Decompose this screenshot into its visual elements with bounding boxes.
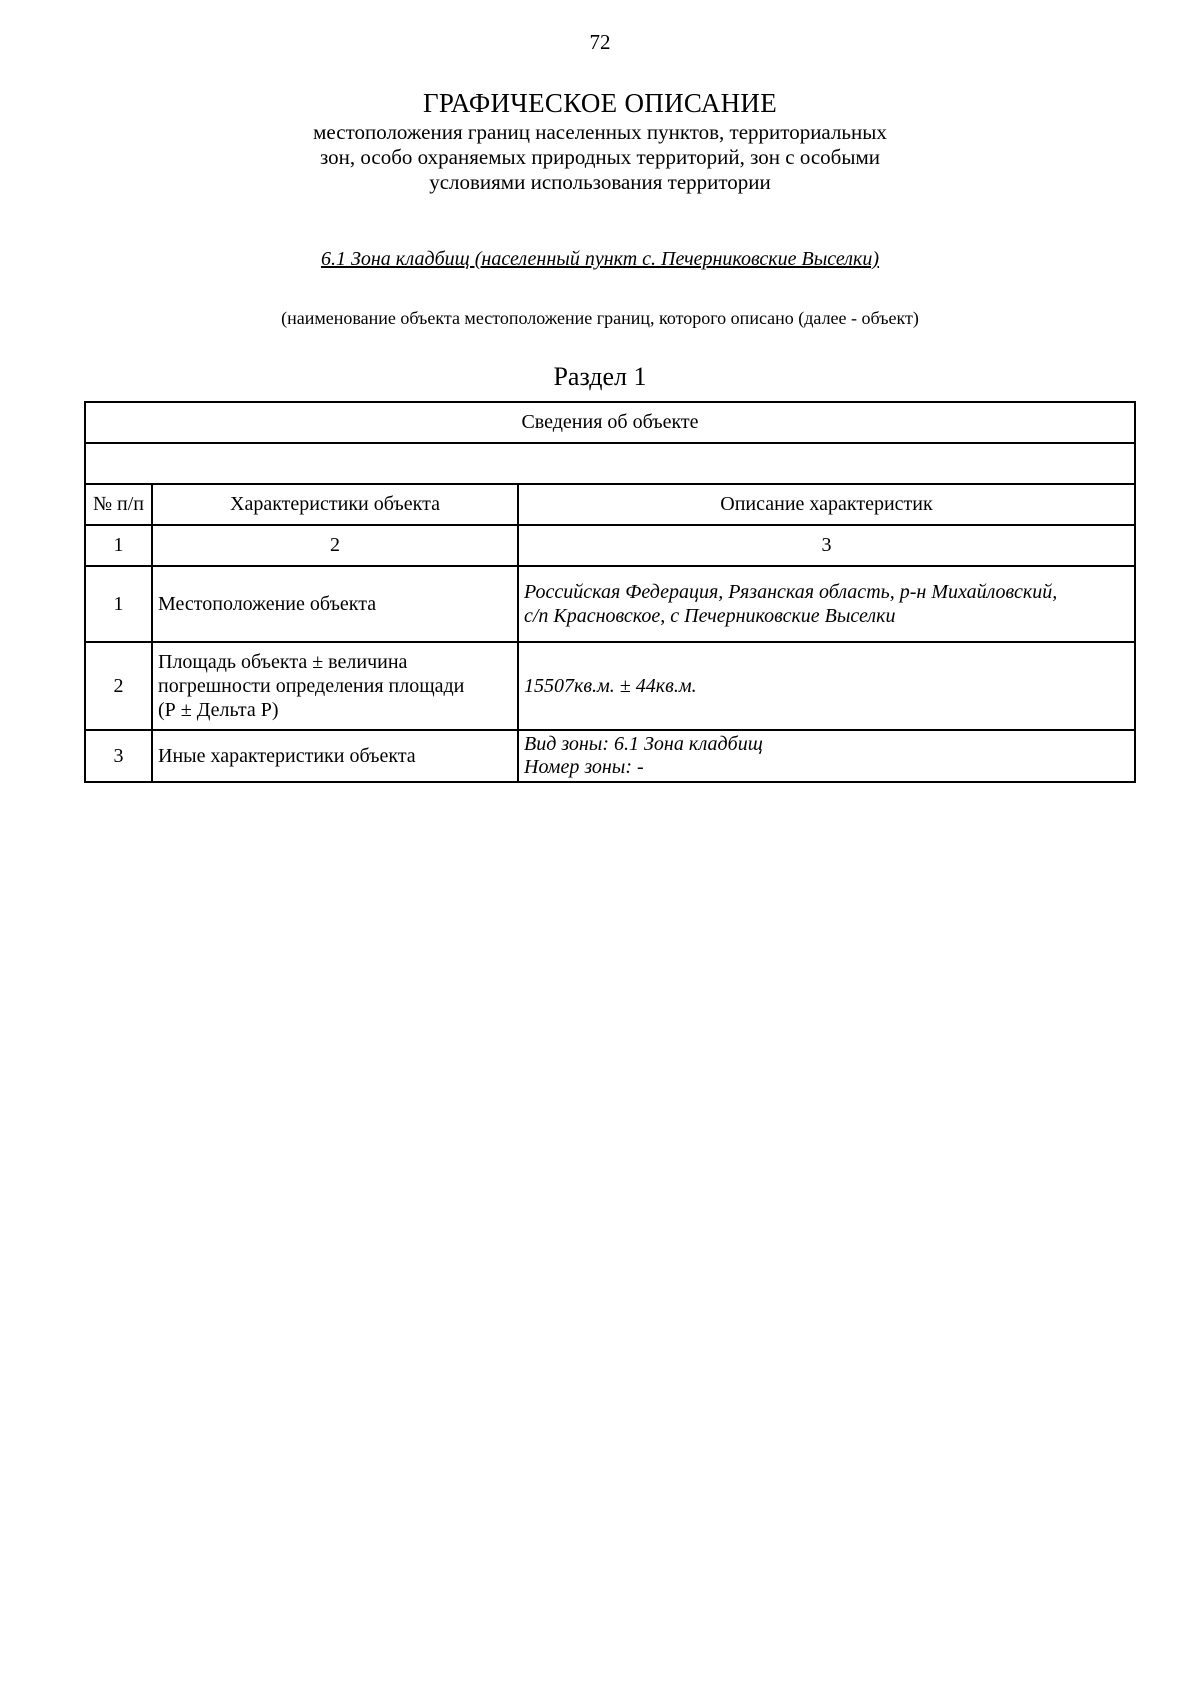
- row-description-line: 15507кв.м. ± 44кв.м.: [524, 675, 697, 697]
- row-description: [518, 566, 1135, 642]
- table-row: [85, 642, 1135, 730]
- object-info-table: [84, 401, 1136, 783]
- row-characteristic: [152, 566, 518, 642]
- object-name-text: 6.1 Зона кладбищ (населенный пункт с. Печерниковские Выселки): [320, 248, 880, 270]
- document-subtitle: [0, 120, 1200, 195]
- row-description-line: Российская Федерация, Рязанская область, р-н Михайловский,: [524, 581, 1058, 603]
- column-index-2: 2: [152, 525, 518, 566]
- table-heading-row: [85, 402, 1135, 443]
- row-num: 1: [85, 566, 152, 642]
- row-characteristic: [152, 642, 518, 730]
- column-index-1: 1: [85, 525, 152, 566]
- row-characteristic-line: Площадь объекта ± величина: [158, 651, 408, 673]
- object-name: [0, 248, 1200, 271]
- row-description: [518, 730, 1135, 782]
- row-num: 3: [85, 730, 152, 782]
- row-num: 2: [85, 642, 152, 730]
- table-heading: Сведения об объекте: [85, 402, 1135, 443]
- table-empty-row: [85, 443, 1135, 484]
- table-row: [85, 730, 1135, 782]
- table-empty-cell: [85, 443, 1135, 484]
- row-characteristic-line: Местоположение объекта: [158, 593, 377, 615]
- page-number: 72: [589, 30, 611, 54]
- table-row: [85, 566, 1135, 642]
- table-column-index-row: [85, 525, 1135, 566]
- table-column-header-row: [85, 484, 1135, 525]
- section-title: Раздел 1: [553, 362, 647, 391]
- column-index-3: 3: [518, 525, 1135, 566]
- column-header-num: № п/п: [85, 484, 152, 525]
- row-description-line: Номер зоны: -: [524, 756, 644, 778]
- row-characteristic: [152, 730, 518, 782]
- subtitle-line: зон, особо охраняемых природных территорий, зон с особыми: [319, 145, 881, 169]
- row-characteristic-line: Иные характеристики объекта: [158, 744, 416, 767]
- row-description: [518, 642, 1135, 730]
- column-header-characteristic: Характеристики объекта: [152, 484, 518, 525]
- row-description-line: с/п Красновское, с Печерниковские Выселки: [524, 605, 896, 627]
- row-characteristic-line: (Р ± Дельта Р): [158, 699, 279, 721]
- subtitle-line: условиями использования территории: [429, 170, 771, 194]
- subtitle-line: местоположения границ населенных пунктов, территориальных: [313, 120, 887, 144]
- object-note: (наименование объекта местоположение границ, которого описано (далее - объект): [281, 308, 919, 328]
- row-characteristic-line: погрешности определения площади: [158, 675, 465, 697]
- document-title: ГРАФИЧЕСКОЕ ОПИСАНИЕ: [422, 88, 778, 118]
- column-header-description: Описание характеристик: [518, 484, 1135, 525]
- row-description-line: Вид зоны: 6.1 Зона кладбищ: [524, 733, 763, 755]
